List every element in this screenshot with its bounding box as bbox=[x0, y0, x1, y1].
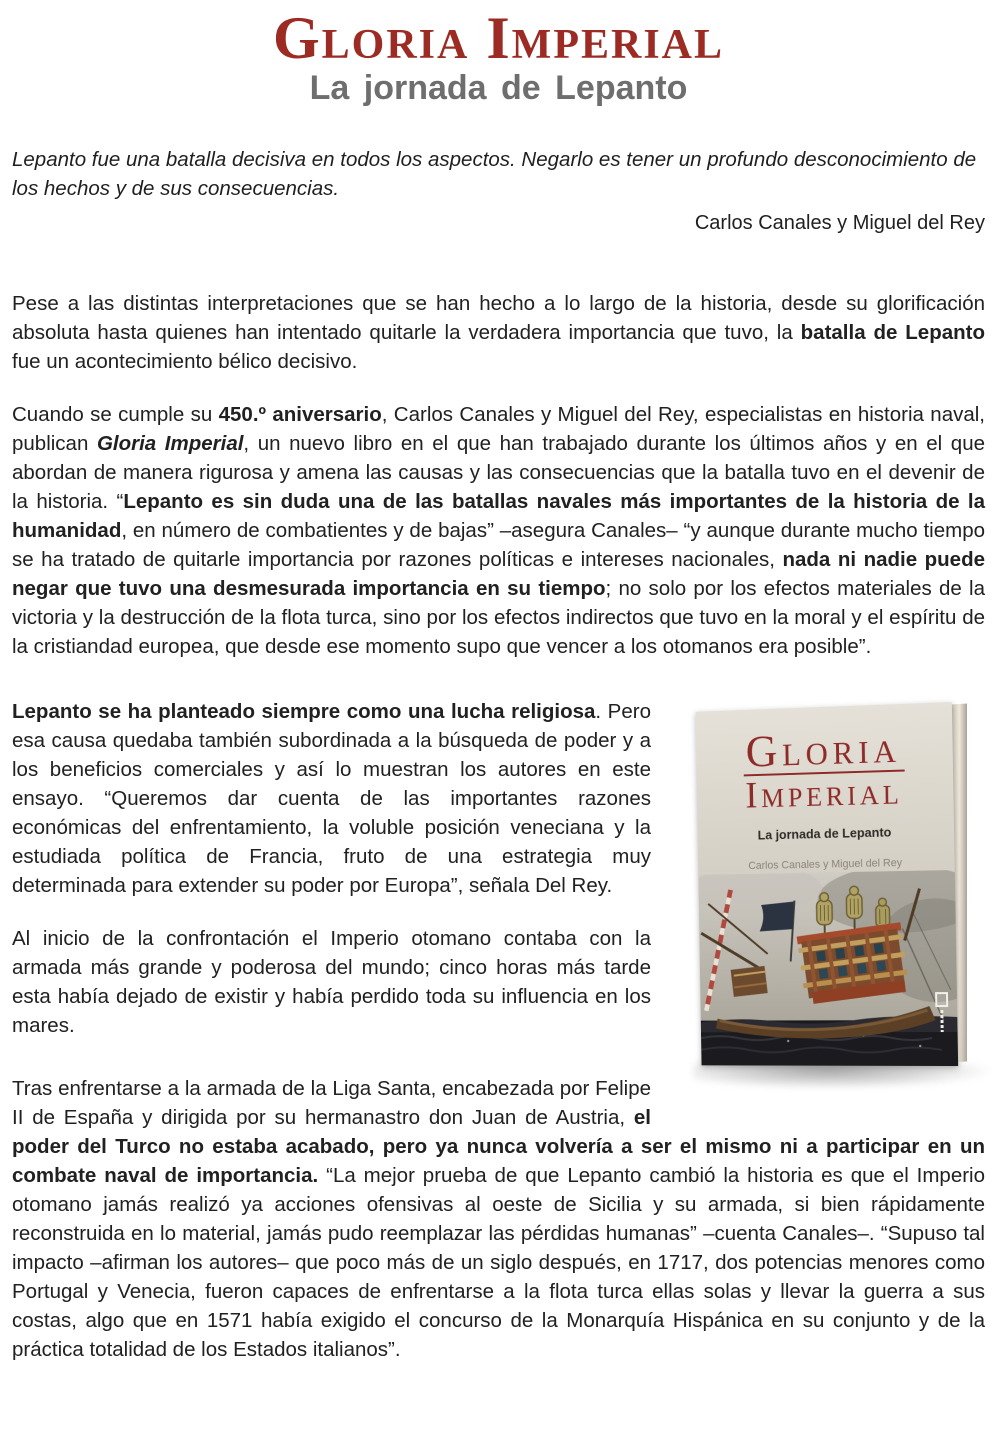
text-run: Cuando se cumple su bbox=[12, 403, 219, 427]
paragraph-3 bbox=[12, 697, 985, 900]
bold-run: nada ni nadie puede negar que tuvo una desmesurada importancia en su tiempo bbox=[12, 548, 985, 601]
book-cover bbox=[669, 699, 985, 1097]
text-run: Al inicio de la confrontación el Imperio otomano contaba con la armada más grande y poderosa del mundo; cinco horas más tarde esta había dejado de existir y había perdido toda su influencia en los mares. bbox=[12, 927, 651, 1038]
text-run: , Carlos Canales y Miguel del Rey, especialistas en historia naval, publican bbox=[12, 403, 985, 456]
text-run: ; no solo por los efectos materiales de la victoria y la destrucción de la flota turca, sino por los efectos indirectos que tuvo en la moral y el espíritu de la cristiandad europea, que desde ese momento supo que vencer a los otomanos era posible”. bbox=[12, 577, 986, 659]
text-run: fue un acontecimiento bélico decisivo. bbox=[12, 350, 358, 374]
lead-quote-text: Lepanto fue una batalla decisiva en todos los aspectos. Negarlo es tener un profundo desconocimiento de los hechos y de sus consecuencias. bbox=[12, 148, 977, 201]
bold-run: Lepanto se ha planteado siempre como una lucha religiosa bbox=[12, 700, 596, 724]
bold-run: el poder del Turco no estaba acabado, pero ya nunca volvería a ser el mismo ni a participar en un combate naval de importancia. bbox=[12, 1106, 985, 1188]
book-cover-subtitle: La jornada de Lepanto bbox=[757, 825, 892, 844]
paragraph-5 bbox=[12, 1074, 985, 1364]
text-run: “La mejor prueba de que Lepanto cambió la historia es que el Imperio otomano jamás realizó ya acciones ofensivas al oeste de Sicilia y su armada, si bien rápidamente reconstruida en lo material, jamás pudo reemplazar las pérdidas humanas” –cuenta Canales–. “Supuso tal impacto –afirman los autores– que poco más de un siglo después, en 1717, dos potencias menores como Portugal y Venecia, fueron capaces de enfrentarse a la flota turca ellas solas y llevar la guerra a sus costas, algo que en 1571 había exigido el concurso de la Monarquía Hispánica en su conjunto y de la práctica totalidad de los Estados italianos”. bbox=[12, 1164, 985, 1362]
book-cover-title-line2: Imperial bbox=[745, 771, 904, 818]
text-run: Tras enfrentarse a la armada de la Liga Santa, encabezada por Felipe II de España y dirigida por su hermanastro don Juan de Austria, bbox=[12, 1077, 651, 1130]
publisher-logo-box bbox=[935, 992, 948, 1007]
book-title-run: Gloria Imperial bbox=[96, 432, 244, 456]
bold-run: 450.º aniversario bbox=[218, 403, 382, 427]
paragraph-1 bbox=[12, 289, 985, 376]
text-run: . Pero esa causa quedaba también subordinada a la búsqueda de poder y a los beneficios comerciales y así lo muestran los autores en este ensayo. “Queremos dar cuenta de las importantes razones económicas del enfrentamiento, la voluble posición veneciana y la estudiada política de Francia, fruto de una estrategia muy determinada para extender su poder por Europa”, señala Del Rey. bbox=[12, 700, 651, 898]
book-cover-heading bbox=[696, 702, 955, 882]
text-run: , en número de combatientes y de bajas” –asegura Canales– “y aunque durante mucho tiempo se ha tratado de quitarle importancia por razones políticas e intereses nacionales, bbox=[12, 519, 985, 572]
page-subtitle: La jornada de Lepanto bbox=[309, 69, 688, 107]
text-run: Pese a las distintas interpretaciones que se han hecho a lo largo de la historia, desde su glorificación absoluta hasta quienes han intentado quitarle la verdadera importancia que tuvo, la bbox=[12, 292, 985, 345]
page-title: Gloria Imperial bbox=[272, 5, 725, 71]
book-cover-title-line1: Gloria bbox=[743, 726, 905, 777]
edaf-publisher-logo-icon bbox=[935, 992, 949, 1032]
article-body bbox=[12, 289, 985, 1364]
bold-run: batalla de Lepanto bbox=[800, 321, 986, 345]
bold-run: Lepanto es sin duda una de las batallas navales más importantes de la historia de la humanidad bbox=[12, 490, 985, 543]
document-header bbox=[12, 5, 985, 107]
book-front-cover bbox=[696, 702, 959, 1066]
text-run: , un nuevo libro en el que han trabajado durante los últimos años y en el que abordan de manera rigurosa y amena las causas y las consecuencias que la batalla tuvo en el devenir de la historia. “ bbox=[12, 432, 985, 514]
book-3d bbox=[683, 699, 983, 1089]
publisher-logo-text-column bbox=[940, 1010, 943, 1032]
lead-quote bbox=[12, 145, 985, 203]
book-cover-illustration bbox=[698, 870, 958, 1066]
quote-attribution: Carlos Canales y Miguel del Rey bbox=[694, 212, 985, 235]
paragraph-2 bbox=[12, 400, 985, 661]
book-cover-authors: Carlos Canales y Miguel del Rey bbox=[748, 857, 903, 873]
